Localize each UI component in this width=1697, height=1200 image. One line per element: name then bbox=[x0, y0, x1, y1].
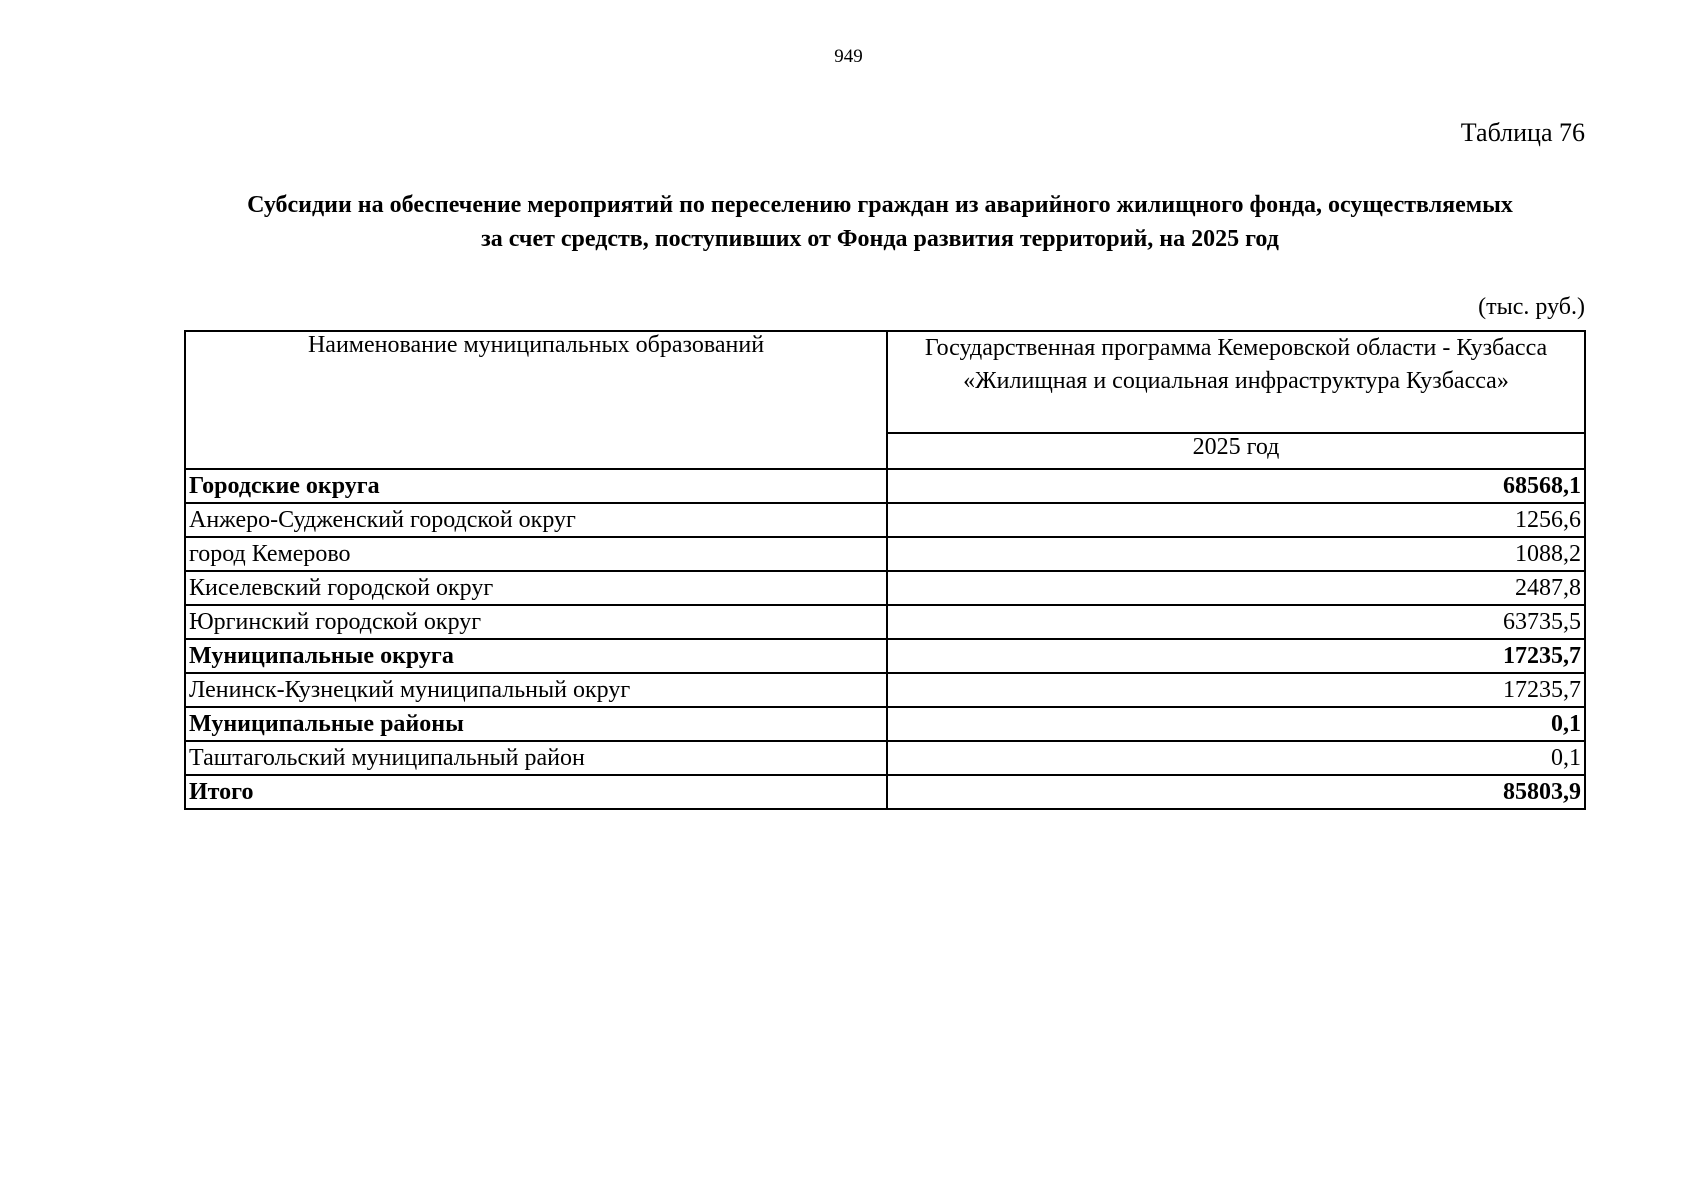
table-row bbox=[185, 571, 1585, 605]
row-value: 17235,7 bbox=[887, 673, 1585, 707]
units-label: (тыс. руб.) bbox=[1478, 294, 1585, 320]
row-name: Ленинск-Кузнецкий муниципальный округ bbox=[185, 673, 887, 707]
row-name: Анжеро-Судженский городской округ bbox=[185, 503, 887, 537]
document-title bbox=[180, 188, 1580, 256]
table-row bbox=[185, 707, 1585, 741]
page-number: 949 bbox=[834, 46, 863, 67]
row-value: 2487,8 bbox=[887, 571, 1585, 605]
header-year: 2025 год bbox=[887, 433, 1585, 469]
table-row bbox=[185, 673, 1585, 707]
table-row bbox=[185, 469, 1585, 503]
subsidies-table bbox=[184, 330, 1586, 810]
row-name: Киселевский городской округ bbox=[185, 571, 887, 605]
header-municipality-name: Наименование муниципальных образований bbox=[185, 331, 887, 469]
table-body bbox=[185, 469, 1585, 809]
table-label: Таблица 76 bbox=[1460, 118, 1585, 147]
row-name: Городские округа bbox=[185, 469, 887, 503]
row-value: 63735,5 bbox=[887, 605, 1585, 639]
title-line-1: Субсидии на обеспечение мероприятий по переселению граждан из аварийного жилищного фонда, осуществляемых bbox=[247, 192, 1513, 218]
row-name: Юргинский городской округ bbox=[185, 605, 887, 639]
row-value: 17235,7 bbox=[887, 639, 1585, 673]
row-value: 85803,9 bbox=[887, 775, 1585, 809]
table-row bbox=[185, 605, 1585, 639]
table-row bbox=[185, 537, 1585, 571]
header-program-line-2: «Жилищная и социальная инфраструктура Кузбасса» bbox=[963, 368, 1509, 394]
header-program bbox=[887, 331, 1585, 433]
row-value: 68568,1 bbox=[887, 469, 1585, 503]
row-name: город Кемерово bbox=[185, 537, 887, 571]
table-row bbox=[185, 639, 1585, 673]
row-value: 1256,6 bbox=[887, 503, 1585, 537]
row-value: 0,1 bbox=[887, 741, 1585, 775]
row-name: Таштагольский муниципальный район bbox=[185, 741, 887, 775]
table-row bbox=[185, 741, 1585, 775]
row-value: 0,1 bbox=[887, 707, 1585, 741]
row-name: Муниципальные округа bbox=[185, 639, 887, 673]
header-program-line-1: Государственная программа Кемеровской области - Кузбасса bbox=[924, 335, 1548, 361]
row-value: 1088,2 bbox=[887, 537, 1585, 571]
row-name: Муниципальные районы bbox=[185, 707, 887, 741]
table-row-total bbox=[185, 775, 1585, 809]
table-row bbox=[185, 503, 1585, 537]
row-name: Итого bbox=[185, 775, 887, 809]
title-line-2: за счет средств, поступивших от Фонда развития территорий, на 2025 год bbox=[481, 226, 1279, 252]
